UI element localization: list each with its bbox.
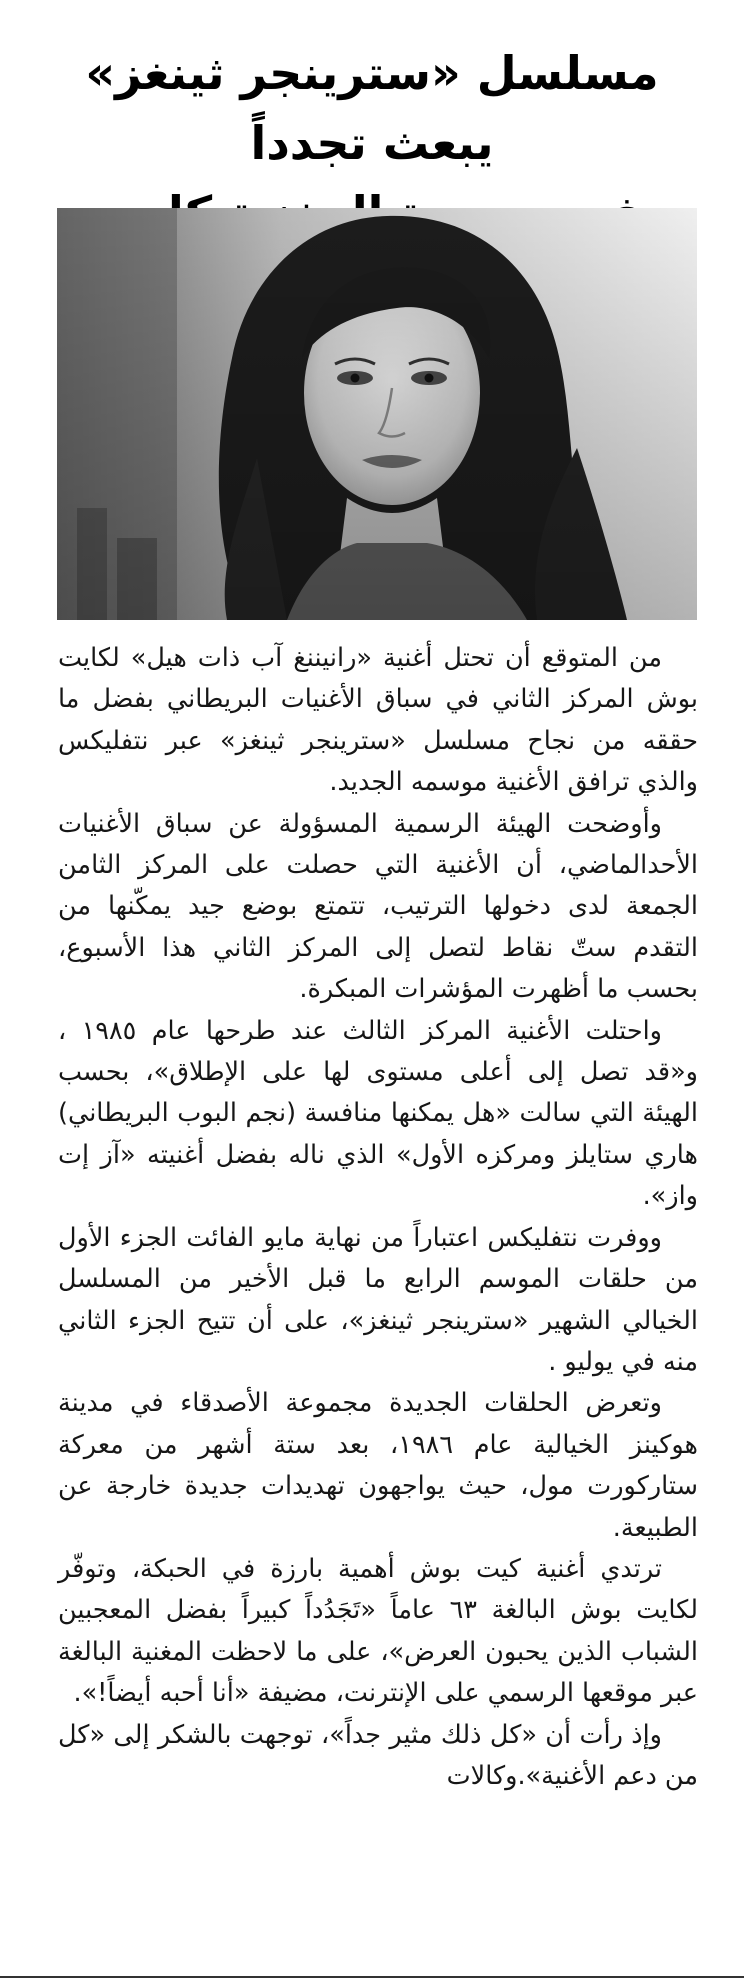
paragraph: وإذ رأت أن «كل ذلك مثير جداً»، توجهت بالشكر إلى «كل من دعم الأغنية».وكالات	[58, 1719, 698, 1791]
paragraph: ووفرت نتفليكس اعتباراً من نهاية مايو الفائت الجزء الأول من حلقات الموسم الرابع ما قبل الأخير من المسلسل الخيالي الشهير «سترينجر ثينغز»، على أن تتيح الجزء الثاني منه في يوليو .	[58, 1222, 698, 1377]
paragraph: وتعرض الحلقات الجديدة مجموعة الأصدقاء في مدينة هوكينز الخيالية عام ١٩٨٦، بعد ستة أشهر من معركة ستاركورت مول، حيث يواجهون تهديدات جديدة خارجة عن الطبيعة.	[58, 1388, 698, 1543]
paragraph: ترتدي أغنية كيت بوش أهمية بارزة في الحبكة، وتوفّر لكايت بوش البالغة ٦٣ عاماً «تَجَدُداً كبيراً بفضل المعجبين الشباب الذين يحبون العرض»، على ما لاحظت المغنية البالغة عبر موقعها الرسمي على الإنترنت، مضيفة «أنا أحبه أيضاً!».	[58, 1553, 698, 1709]
paragraph: من المتوقع أن تحتل أغنية «رانيننغ آب ذات هيل» لكايت بوش المركز الثاني في سباق الأغنيات البريطاني بفضل ما حققه من نجاح مسلسل «سترينجر ثينغز» عبر نتفليكس والذي ترافق الأغنية موسمه الجديد.	[58, 643, 698, 798]
bottom-divider	[0, 1976, 744, 1978]
article-photo	[57, 208, 697, 620]
paragraph: واحتلت الأغنية المركز الثالث عند طرحها عام ١٩٨٥ ، و«قد تصل إلى أعلى مستوى لها على الإطلاق»، بحسب الهيئة التي سالت «هل يمكنها منافسة (نجم البوب البريطاني) هاري ستايلز ومركزه الأول» الذي ناله بفضل أغنيته «آز إت واز».	[58, 1015, 698, 1212]
paragraph: وأوضحت الهيئة الرسمية المسؤولة عن سباق الأغنيات الأحدالماضي، أن الأغنية التي حصلت على المركز الثامن الجمعة لدى دخولها الترتيب، تتمتع بوضع جيد يمكّنها من التقدم ستّ نقاط لتصل إلى المركز الثاني هذا الأسبوع، بحسب ما أظهرت المؤشرات المبكرة.	[58, 808, 698, 1005]
headline-line-1: مسلسل «سترينجر ثينغز» يبعث تجدداً	[85, 46, 659, 170]
portrait-photo	[57, 208, 697, 620]
article-body	[58, 638, 698, 1797]
